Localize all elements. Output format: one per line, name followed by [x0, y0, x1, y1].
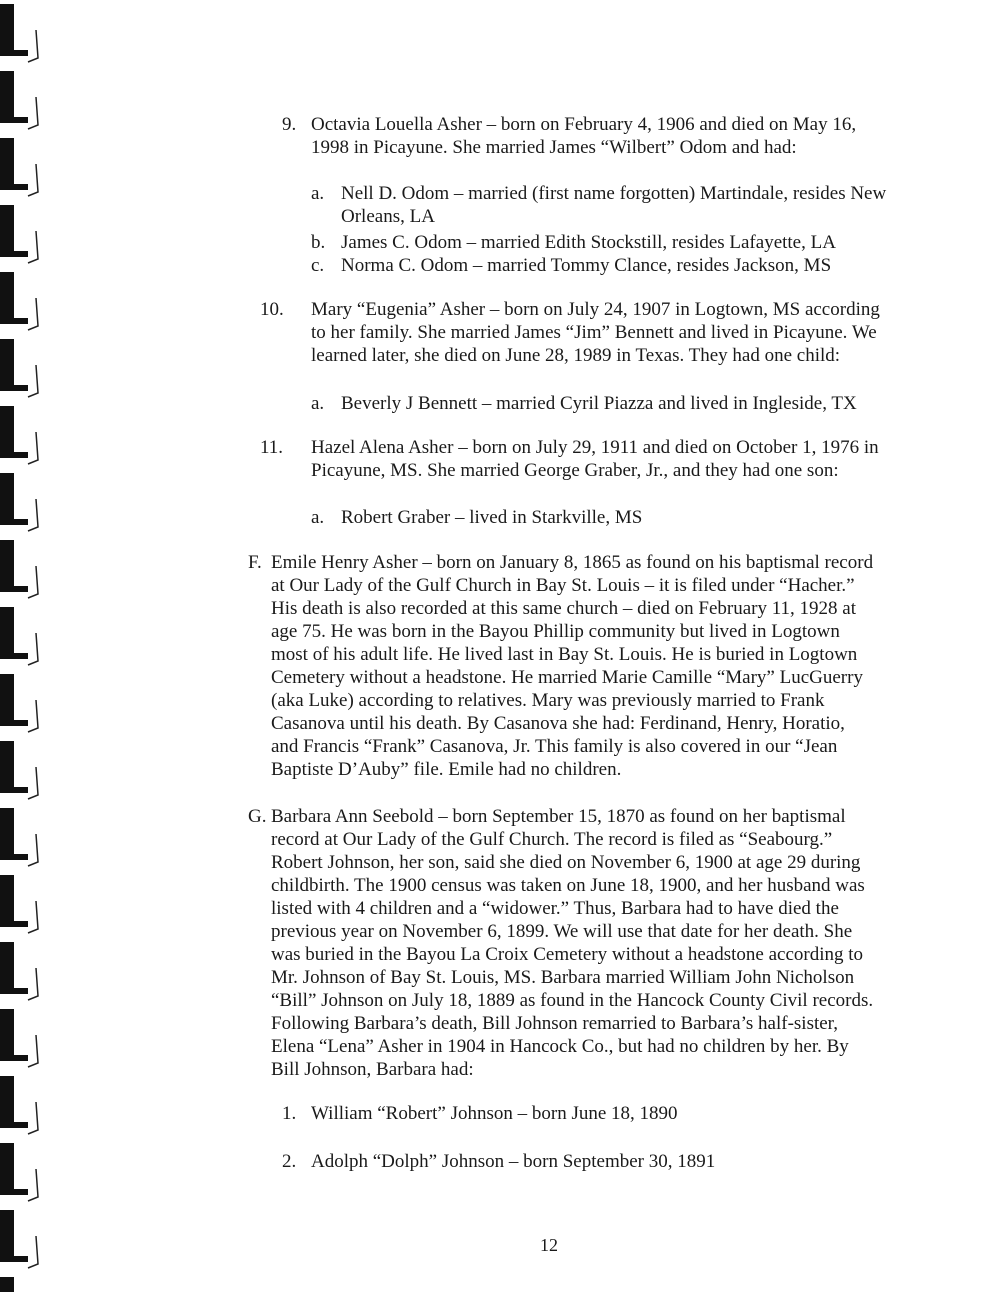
text-line: Adolph “Dolph” Johnson – born September 30, 1891 [311, 1151, 716, 1172]
text-line: and Francis “Frank” Casanova, Jr. This family is also covered in our “Jean [271, 736, 838, 757]
binding-ring-tab [14, 854, 28, 860]
binding-ring [0, 942, 14, 994]
list-marker: 9. [282, 114, 297, 135]
binding-hook [28, 901, 38, 933]
binding-ring [0, 540, 14, 592]
text-line: Orleans, LA [341, 206, 435, 227]
text-line: Picayune, MS. She married George Graber, Jr., and they had one son: [311, 460, 839, 481]
binding-hook [28, 633, 38, 665]
binding-hook [28, 1102, 38, 1134]
list-marker: b. [311, 232, 326, 253]
binding-ring-tab [14, 519, 28, 525]
text-line: was buried in the Bayou La Croix Cemetery without a headstone according to [271, 944, 864, 965]
binding-hook [28, 767, 38, 799]
list-marker: 10. [260, 299, 284, 320]
text-line: Elena “Lena” Asher in 1904 in Hancock Co., but had no children by her. By [271, 1036, 849, 1057]
binding-ring [0, 71, 14, 123]
list-marker: a. [311, 183, 325, 204]
text-line: Beverly J Bennett – married Cyril Piazza and lived in Ingleside, TX [341, 393, 857, 414]
text-line: Hazel Alena Asher – born on July 29, 1911 and died on October 1, 1976 in [311, 437, 879, 458]
text-line: to her family. She married James “Jim” Bennett and lived in Picayune. We [311, 322, 877, 343]
text-line: Baptiste D’Auby” file. Emile had no children. [271, 759, 622, 780]
binding-ring-tab [14, 988, 28, 994]
binding-ring-tab [14, 586, 28, 592]
binding-ring-tab [14, 1256, 28, 1262]
text-line: Nell D. Odom – married (first name forgotten) Martindale, resides New [341, 183, 887, 204]
text-line: age 75. He was born in the Bayou Phillip community but lived in Logtown [271, 621, 840, 642]
binding-hook [28, 231, 38, 263]
list-marker: a. [311, 393, 325, 414]
binding-hook [28, 298, 38, 330]
text-line: (aka Luke) according to relatives. Mary was previously married to Frank [271, 690, 825, 711]
text-line: James C. Odom – married Edith Stockstill, resides Lafayette, LA [341, 232, 836, 253]
binding-ring [0, 205, 14, 257]
text-line: Octavia Louella Asher – born on February 4, 1906 and died on May 16, [311, 114, 857, 135]
text-line: most of his adult life. He lived last in Bay St. Louis. He is buried in Logtown [271, 644, 858, 665]
text-line: previous year on November 6, 1899. We will use that date for her death. She [271, 921, 853, 942]
binding-ring [0, 1076, 14, 1128]
list-marker: 1. [282, 1103, 297, 1124]
binding-ring [0, 138, 14, 190]
binding-ring-tab [14, 1189, 28, 1195]
binding-ring [0, 674, 14, 726]
binding-ring [0, 741, 14, 793]
text-line: at Our Lady of the Gulf Church in Bay St. Louis – it is filed under “Hacher.” [271, 575, 855, 596]
binding-ring-tab [14, 1122, 28, 1128]
binding-ring [0, 875, 14, 927]
binding-ring [0, 1009, 14, 1061]
binding-hook [28, 834, 38, 866]
text-line: Emile Henry Asher – born on January 8, 1865 as found on his baptismal record [271, 552, 874, 573]
list-marker: 2. [282, 1151, 297, 1172]
binding-hook [28, 499, 38, 531]
page-number: 12 [540, 1235, 558, 1255]
binding-hook [28, 365, 38, 397]
text-line: learned later, she died on June 28, 1989 in Texas. They had one child: [311, 345, 841, 366]
binding-ring [0, 1210, 14, 1262]
binding-ring-tab [14, 720, 28, 726]
binding-hook [28, 432, 38, 464]
list-marker: F. [248, 552, 262, 573]
list-marker: 11. [260, 437, 284, 458]
binding-ring-tab [14, 787, 28, 793]
text-line: Cemetery without a headstone. He married Marie Camille “Mary” LucGuerry [271, 667, 863, 688]
binding-hook [28, 1236, 38, 1268]
binding-ring-tab [14, 653, 28, 659]
binding-hook [28, 97, 38, 129]
text-line: childbirth. The 1900 census was taken on June 18, 1900, and her husband was [271, 875, 865, 896]
binding-ring-tab [14, 1055, 28, 1061]
binding-hook [28, 566, 38, 598]
binding-hook [28, 700, 38, 732]
binding-ring-tab [14, 385, 28, 391]
text-line: Mr. Johnson of Bay St. Louis, MS. Barbara married William John Nicholson [271, 967, 855, 988]
binding-ring [0, 607, 14, 659]
text-line: Bill Johnson, Barbara had: [271, 1059, 474, 1080]
text-line: “Bill” Johnson on July 18, 1889 as found in the Hancock County Civil records. [271, 990, 874, 1011]
spiral-binding [0, 0, 60, 1292]
text-line: Barbara Ann Seebold – born September 15, 1870 as found on her baptismal [271, 806, 846, 827]
text-line: listed with 4 children and a “widower.” Thus, Barbara had to have died the [271, 898, 839, 919]
binding-ring [0, 339, 14, 391]
text-line: His death is also recorded at this same church – died on February 11, 1928 at [271, 598, 856, 619]
binding-ring [0, 272, 14, 324]
text-line: Casanova until his death. By Casanova she had: Ferdinand, Henry, Horatio, [271, 713, 845, 734]
binding-ring [0, 473, 14, 525]
text-line: record at Our Lady of the Gulf Church. The record is filed as “Seabourg.” [271, 829, 833, 850]
text-line: William “Robert” Johnson – born June 18, 1890 [311, 1103, 678, 1124]
binding-hook [28, 164, 38, 196]
list-marker: c. [311, 255, 325, 276]
binding-hook [28, 968, 38, 1000]
binding-hook [28, 1035, 38, 1067]
binding-ring-tab [14, 50, 28, 56]
text-line: Norma C. Odom – married Tommy Clance, resides Jackson, MS [341, 255, 832, 276]
binding-ring-tab [14, 921, 28, 927]
text-line: Robert Graber – lived in Starkville, MS [341, 507, 643, 528]
binding-ring [0, 406, 14, 458]
binding-ring [0, 1277, 14, 1292]
text-line: 1998 in Picayune. She married James “Wilbert” Odom and had: [311, 137, 797, 158]
text-line: Following Barbara’s death, Bill Johnson remarried to Barbara’s half-sister, [271, 1013, 838, 1034]
list-marker: G. [248, 806, 267, 827]
binding-ring-tab [14, 117, 28, 123]
text-line: Mary “Eugenia” Asher – born on July 24, 1907 in Logtown, MS according [311, 299, 880, 320]
binding-hook [28, 30, 38, 62]
binding-ring [0, 4, 14, 56]
binding-hook [28, 1169, 38, 1201]
binding-ring [0, 1143, 14, 1195]
binding-ring [0, 808, 14, 860]
list-marker: a. [311, 507, 325, 528]
text-line: Robert Johnson, her son, said she died on November 6, 1900 at age 29 during [271, 852, 861, 873]
binding-ring-tab [14, 184, 28, 190]
binding-ring-tab [14, 452, 28, 458]
binding-ring-tab [14, 318, 28, 324]
binding-ring-tab [14, 251, 28, 257]
